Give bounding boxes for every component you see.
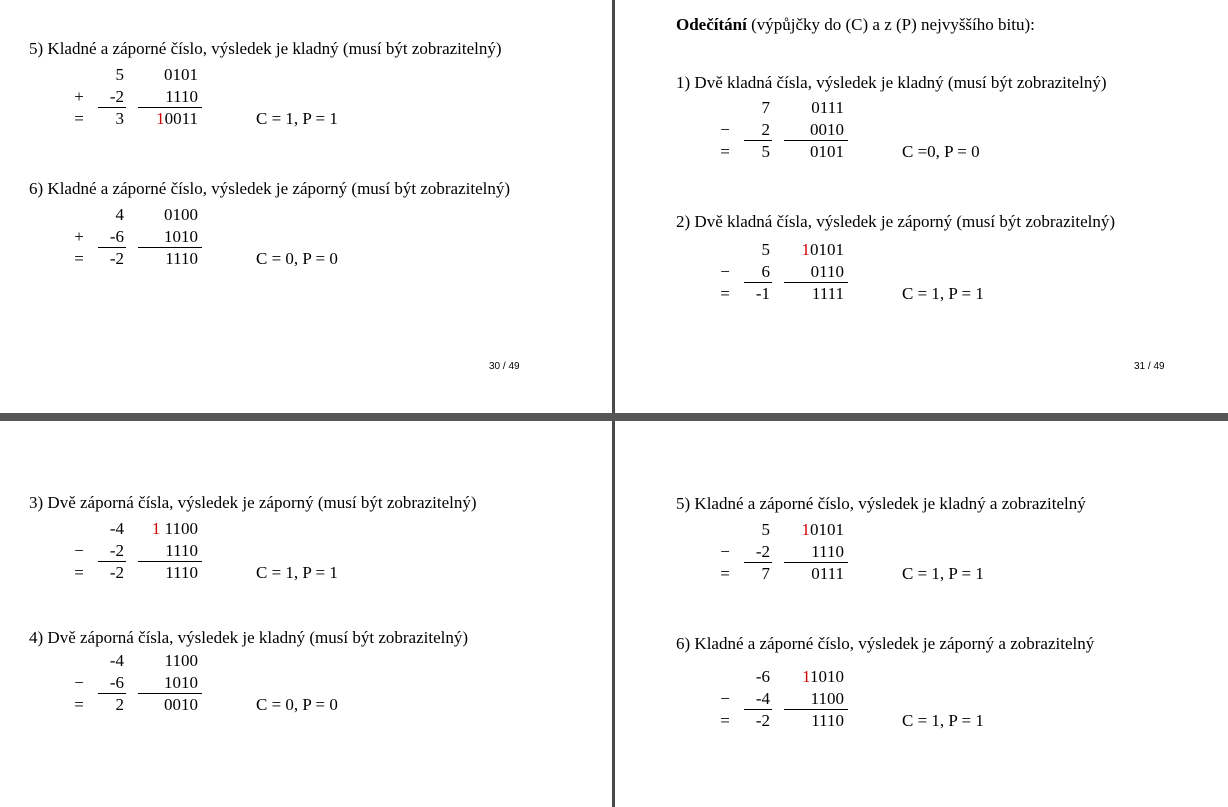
decimal-value: 5	[761, 520, 770, 539]
operator: =	[720, 142, 730, 161]
flags-text: C = 1, P = 1	[256, 109, 338, 128]
problem-block	[718, 240, 1118, 310]
operator: −	[720, 689, 730, 708]
decimal-value: 4	[115, 205, 124, 224]
binary-value	[138, 109, 198, 129]
decimal-value: 7	[761, 98, 770, 117]
section-title-rest: (výpůjčky do (C) a z (P) nejvyššího bitu):	[746, 15, 1035, 34]
decimal-value: -2	[109, 541, 124, 560]
binary-digits: 1110	[165, 563, 198, 582]
binary-digits: 0111	[811, 98, 844, 117]
section-title-bold: Odečítání	[676, 15, 747, 34]
operator: =	[74, 695, 84, 714]
sum-line	[98, 107, 126, 108]
carry-bit: 1	[801, 520, 810, 539]
decimal-value: -2	[109, 249, 124, 268]
sum-line	[138, 247, 202, 248]
binary-digits: 1110	[811, 711, 844, 730]
flags-text: C = 1, P = 1	[902, 711, 984, 730]
binary-digits: 0111	[811, 564, 844, 583]
binary-digits: 0101	[810, 142, 844, 161]
decimal-value: -6	[109, 673, 124, 692]
page-number: 30 / 49	[489, 361, 520, 372]
binary-value	[784, 120, 844, 140]
flags-text: C = 1, P = 1	[902, 284, 984, 303]
flags-text: C = 1, P = 1	[256, 563, 338, 582]
carry-bit: 1	[801, 240, 810, 259]
operator: =	[74, 249, 84, 268]
sum-line	[784, 709, 848, 710]
binary-value	[784, 711, 844, 731]
binary-value	[138, 673, 198, 693]
problem-heading: 3) Dvě záporná čísla, výsledek je záporný (musí být zobrazitelný)	[29, 493, 477, 512]
operator: −	[74, 541, 84, 560]
horizontal-divider	[0, 413, 1228, 421]
binary-digits: 0010	[164, 695, 198, 714]
problem-block	[718, 520, 1118, 590]
binary-digits: 0101	[164, 65, 198, 84]
binary-value	[784, 142, 844, 162]
binary-digits: 1100	[164, 651, 198, 670]
decimal-value: -1	[755, 284, 770, 303]
decimal-value: 5	[115, 65, 124, 84]
operator: =	[720, 564, 730, 583]
binary-value	[784, 667, 844, 687]
problem-heading: 6) Kladné a záporné číslo, výsledek je záporný (musí být zobrazitelný)	[29, 179, 511, 198]
sum-line	[784, 562, 848, 563]
problem-block	[718, 667, 1118, 737]
binary-digits: 0110	[810, 262, 844, 281]
sum-line	[744, 140, 772, 141]
operator: =	[720, 284, 730, 303]
binary-value	[784, 564, 844, 584]
problem-block	[72, 205, 472, 275]
sum-line	[744, 282, 772, 283]
binary-value	[138, 87, 198, 107]
binary-digits: 1100	[164, 519, 198, 538]
binary-digits: 0010	[810, 120, 844, 139]
carry-bit: 1	[156, 109, 165, 128]
decimal-value: -4	[109, 519, 124, 538]
decimal-value: 2	[115, 695, 124, 714]
decimal-value: 5	[761, 240, 770, 259]
sum-line	[98, 247, 126, 248]
binary-value	[784, 542, 844, 562]
operator: −	[720, 120, 730, 139]
problem-heading: 2) Dvě kladná čísla, výsledek je záporný (musí být zobrazitelný)	[676, 212, 1116, 231]
binary-value	[784, 689, 844, 709]
binary-digits: 1111	[811, 284, 844, 303]
binary-digits: 0100	[164, 205, 198, 224]
sum-line	[98, 693, 126, 694]
sum-line	[138, 107, 202, 108]
problem-heading: 4) Dvě záporná čísla, výsledek je kladný (musí být zobrazitelný)	[29, 628, 469, 647]
flags-text: C = 1, P = 1	[902, 564, 984, 583]
decimal-value: -4	[755, 689, 770, 708]
binary-value	[784, 240, 844, 260]
binary-value	[138, 563, 198, 583]
flags-text: C = 0, P = 0	[256, 695, 338, 714]
operator: =	[74, 563, 84, 582]
binary-value	[138, 65, 198, 85]
decimal-value: -2	[755, 542, 770, 561]
problem-heading: 5) Kladné a záporné číslo, výsledek je kladný (musí být zobrazitelný)	[29, 39, 502, 58]
binary-digits: 1010	[164, 673, 198, 692]
operator: +	[74, 227, 84, 246]
carry-bit: 1	[802, 667, 810, 686]
binary-value	[784, 520, 844, 540]
binary-digits: 0101	[810, 520, 844, 539]
binary-value	[138, 205, 198, 225]
binary-digits: 1010	[164, 227, 198, 246]
decimal-value: -6	[109, 227, 124, 246]
decimal-value: -2	[755, 711, 770, 730]
page-number: 31 / 49	[1134, 361, 1165, 372]
binary-digits: 0101	[810, 240, 844, 259]
operator: =	[720, 711, 730, 730]
problem-block	[72, 519, 472, 589]
binary-value	[138, 695, 198, 715]
flags-text: C =0, P = 0	[902, 142, 980, 161]
problem-heading: 5) Kladné a záporné číslo, výsledek je kladný a zobrazitelný	[676, 494, 1086, 513]
operator: =	[74, 109, 84, 128]
decimal-value: -6	[755, 667, 770, 686]
binary-value	[138, 519, 198, 539]
decimal-value: -2	[109, 87, 124, 106]
sum-line	[784, 282, 848, 283]
binary-value	[784, 262, 844, 282]
decimal-value: 5	[761, 142, 770, 161]
operator: −	[720, 542, 730, 561]
sum-line	[784, 140, 848, 141]
sum-line	[98, 561, 126, 562]
binary-digits: 1110	[811, 542, 844, 561]
vertical-divider	[612, 0, 615, 807]
sum-line	[744, 562, 772, 563]
problem-heading: 6) Kladné a záporné číslo, výsledek je záporný a zobrazitelný	[676, 634, 1095, 653]
binary-value	[138, 651, 198, 671]
binary-digits: 0011	[164, 109, 198, 128]
binary-value	[138, 227, 198, 247]
decimal-value: 7	[761, 564, 770, 583]
operator: +	[74, 87, 84, 106]
problem-block	[72, 651, 472, 721]
carry-bit: 1	[151, 519, 165, 538]
binary-digits: 1110	[165, 87, 198, 106]
sum-line	[138, 561, 202, 562]
decimal-value: 6	[761, 262, 770, 281]
sum-line	[744, 709, 772, 710]
decimal-value: -2	[109, 563, 124, 582]
section-title	[676, 15, 1035, 35]
decimal-value: 2	[761, 120, 770, 139]
problem-block	[72, 65, 472, 135]
flags-text: C = 0, P = 0	[256, 249, 338, 268]
binary-digits: 1100	[810, 689, 844, 708]
sum-line	[138, 693, 202, 694]
binary-value	[138, 541, 198, 561]
binary-digits: 1110	[165, 541, 198, 560]
binary-value	[784, 284, 844, 304]
decimal-value: -4	[109, 651, 124, 670]
binary-digits: 1110	[165, 249, 198, 268]
binary-value	[784, 98, 844, 118]
problem-block	[718, 98, 1118, 168]
decimal-value: 3	[115, 109, 124, 128]
problem-heading: 1) Dvě kladná čísla, výsledek je kladný (musí být zobrazitelný)	[676, 73, 1107, 92]
binary-digits: 1010	[810, 667, 844, 686]
binary-value	[138, 249, 198, 269]
operator: −	[720, 262, 730, 281]
operator: −	[74, 673, 84, 692]
